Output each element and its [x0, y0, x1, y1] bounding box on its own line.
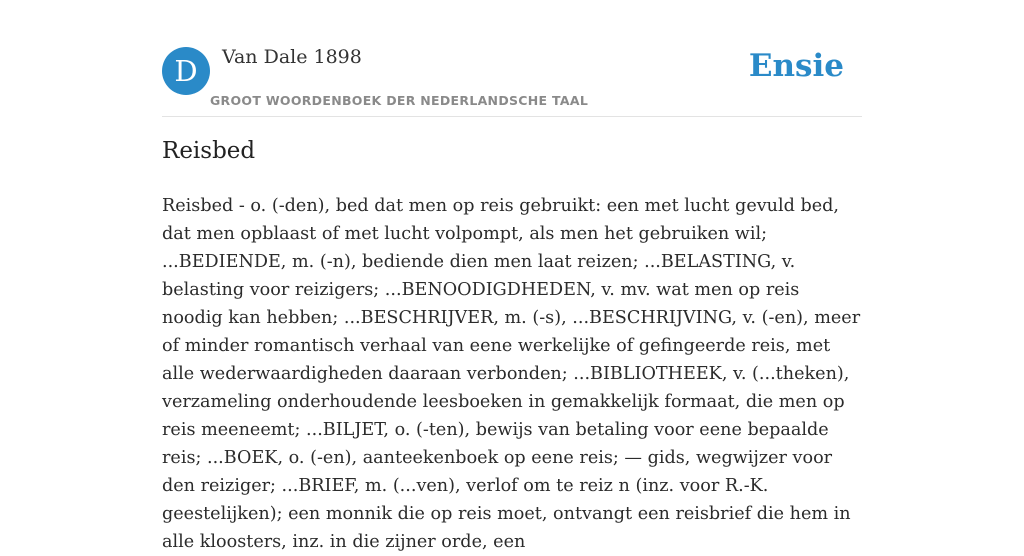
page-container [162, 0, 862, 552]
dictionary-title[interactable]: Van Dale 1898 [222, 46, 362, 68]
dictionary-badge[interactable]: D [162, 47, 210, 95]
ensie-logo[interactable]: Ensie [748, 48, 844, 84]
header [162, 0, 862, 117]
dictionary-subtitle: GROOT WOORDENBOEK DER NEDERLANDSCHE TAAL [210, 93, 589, 108]
entry-title: Reisbed [162, 138, 256, 164]
entry-definition: Reisbed - o. (-den), bed dat men op reis gebruikt: een met lucht gevuld bed, dat men opblaast of met lucht volpompt, als men het gebruiken wil; ...BEDIENDE, m. (-n), bediende dien men laat reizen; ...BELASTING, v. belasting voor reizigers; ...BENOODIGDHEDEN, v. mv. wat men op reis noodig kan hebben; ...BESCHRIJVER, m. (-s), ...BESCHRIJVING, v. (-en), meer of minder romantisch verhaal van eene werkelijke of gefingeerde reis, met alle wederwaardigheden daaraan verbonden; ...BIBLIOTHEEK, v. (...theken), verzameling onderhoudende leesboeken in gemakkelijk formaat, die men op reis meeneemt; ...BILJET, o. (-ten), bewijs van betaling voor eene bepaalde reis; ...BOEK, o. (-en), aanteekenboek op eene reis; — gids, wegwijzer voor den reiziger; ...BRIEF, m. (...ven), verlof om te reiz n (inz. voor R.-K. geestelijken); een monnik die op reis moet, ontvangt een reisbrief die hem in alle kloosters, inz. in die zijner orde, een [162, 196, 861, 552]
